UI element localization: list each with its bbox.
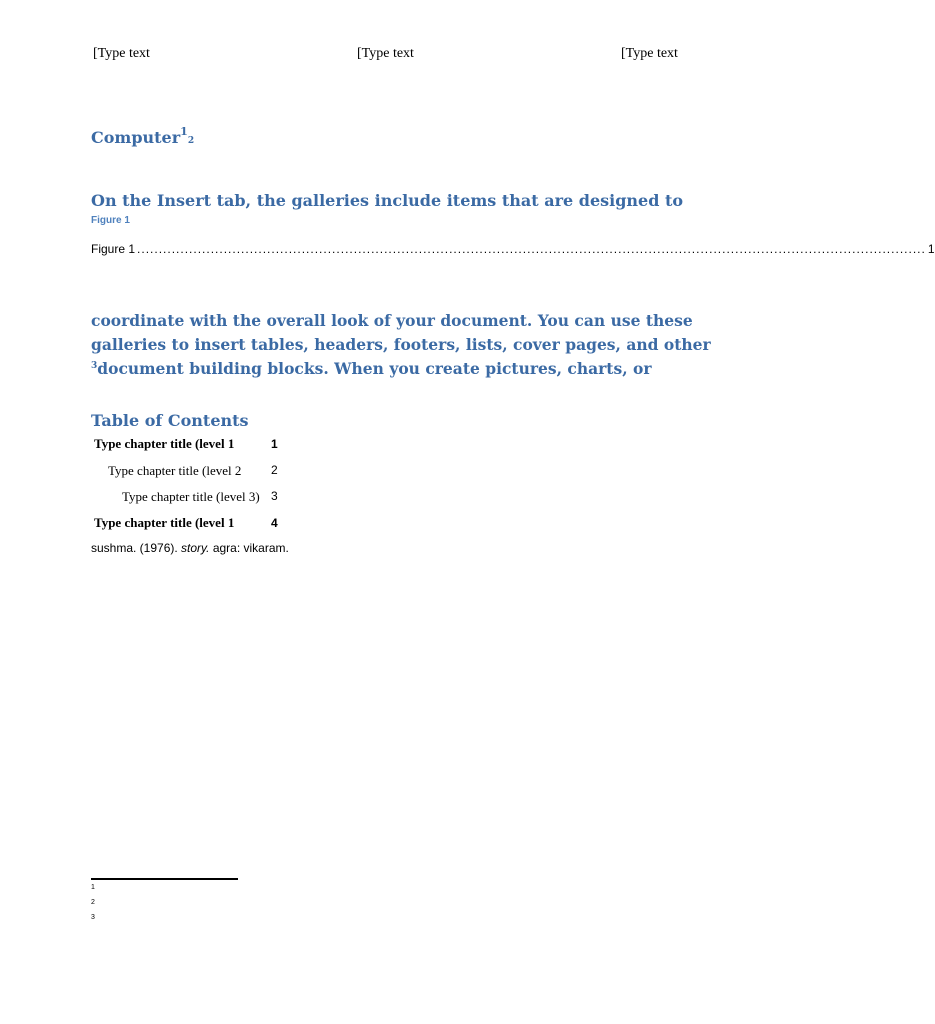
bib-suffix: agra: vikaram. xyxy=(209,541,289,555)
toc-entry-1-title[interactable]: Type chapter title (level 1 xyxy=(94,436,235,451)
computer-heading xyxy=(91,124,195,147)
header-center-text[interactable]: [Type text xyxy=(357,46,414,61)
table-of-figures-entry[interactable] xyxy=(91,242,935,256)
toc-entry-4-page[interactable]: 4 xyxy=(271,516,278,530)
footnote-ref-2[interactable]: 2 xyxy=(187,136,195,146)
tof-leader-dots: ...................................................................................................................................................................................... xyxy=(137,242,926,256)
toc-title: Table of Contents xyxy=(91,411,249,430)
toc-entry-2-title[interactable]: Type chapter title (level 2 xyxy=(108,463,242,478)
toc-entry-1-page[interactable]: 1 xyxy=(271,437,278,451)
figure-caption: Figure 1 xyxy=(91,215,130,226)
footnote-separator xyxy=(91,878,238,880)
footnote-1[interactable]: 1 xyxy=(91,884,95,891)
footnote-ref-1[interactable]: 1 xyxy=(180,124,188,138)
header-right-text[interactable]: [Type text xyxy=(621,46,678,61)
toc-entry-4-title[interactable]: Type chapter title (level 1 xyxy=(94,515,235,530)
insert-heading: On the Insert tab, the galleries include items that are designed to xyxy=(91,191,684,210)
computer-heading-text: Computer xyxy=(91,128,181,147)
footnote-2[interactable]: 2 xyxy=(91,899,95,906)
body-line-3-text: document building blocks. When you create pictures, charts, or xyxy=(97,359,652,378)
toc-entry-3-page[interactable]: 3 xyxy=(271,489,278,503)
tof-label: Figure 1 xyxy=(91,242,136,256)
toc-entry-2-page[interactable]: 2 xyxy=(271,463,278,477)
footnote-ref-3[interactable]: 3 xyxy=(91,360,98,371)
bibliography-entry xyxy=(91,541,289,555)
toc-entry-3-title[interactable]: Type chapter title (level 3) xyxy=(122,489,260,504)
footnote-3[interactable]: 3 xyxy=(91,914,95,921)
body-line-1: coordinate with the overall look of your document. You can use these xyxy=(91,311,693,330)
body-paragraph xyxy=(91,309,711,381)
bib-title: story. xyxy=(181,541,210,555)
tof-page-number: 1 xyxy=(927,242,935,256)
body-line-2: galleries to insert tables, headers, footers, lists, cover pages, and other xyxy=(91,335,711,354)
bib-prefix: sushma. (1976). xyxy=(91,541,182,555)
header-left-text[interactable]: [Type text xyxy=(93,46,150,61)
body-line-3 xyxy=(91,357,711,381)
